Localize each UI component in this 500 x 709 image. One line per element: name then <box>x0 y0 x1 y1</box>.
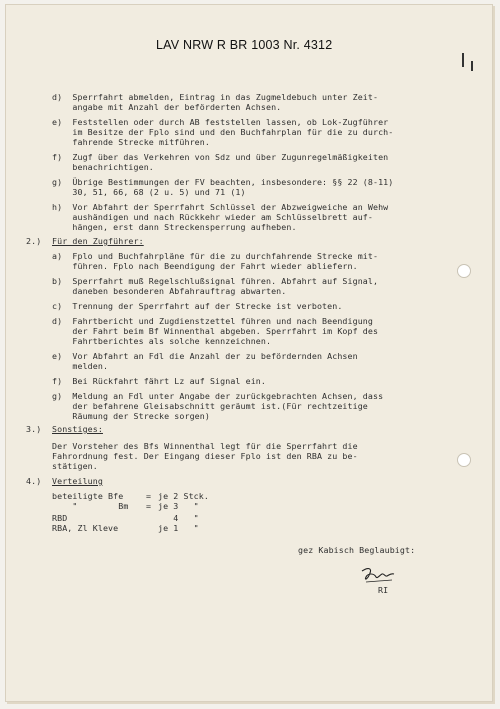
item-h-line-2: aushändigen und nach Rückkehr wieder am Schlüsselbrett auf- <box>52 212 373 222</box>
item-d-line-2: angabe mit Anzahl der beförderten Achsen. <box>52 102 282 112</box>
item-g-line-1: g) Übrige Bestimmungen der FV beachten, insbesondere: §§ 22 (8-11) <box>52 177 394 187</box>
distribution-value: je 3 " <box>158 501 199 511</box>
handwritten-signature <box>358 565 398 585</box>
item-f-line-2: benachrichtigen. <box>52 162 154 172</box>
distribution-label: RBA, Zl Kleve <box>52 523 119 533</box>
item-h-line-1: h) Vor Abfahrt der Sperrfahrt Schlüssel der Abzweigweiche an Wehw <box>52 202 389 212</box>
s2-item-d-line-2: der Fahrt beim Bf Winnenthal abgeben. Sperrfahrt im Kopf des <box>52 326 379 336</box>
punch-hole-top <box>457 264 471 278</box>
distribution-equals: = <box>146 501 152 511</box>
s2-item-f-line-1: f) Bei Rückfahrt fährt Lz auf Signal ein. <box>52 376 266 386</box>
section-4-title: Verteilung <box>52 476 103 486</box>
signature-initials: RI <box>378 585 389 595</box>
margin-mark <box>471 61 473 71</box>
s2-item-g-line-2: der befahrene Gleisabschnitt geräumt ist.(Für rechtzeitige <box>52 401 368 411</box>
distribution-label: beteiligte Bfe <box>52 491 124 501</box>
item-e-line-3: fahrende Strecke mitführen. <box>52 137 210 147</box>
item-e-line-2: im Besitze der Fplo sind und den Buchfahrplan für die zu durch- <box>52 127 394 137</box>
item-e-line-1: e) Feststellen oder durch AB feststellen lassen, ob Lok-Zugführer <box>52 117 389 127</box>
section-2-title: Für den Zugführer: <box>52 236 144 246</box>
s2-item-a-line-1: a) Fplo und Buchfahrpläne für die zu durchfahrende Strecke mit- <box>52 251 379 261</box>
archive-stamp: LAV NRW R BR 1003 Nr. 4312 <box>156 38 333 52</box>
section-3-line-3: stätigen. <box>52 461 98 471</box>
distribution-label: RBD <box>52 513 68 523</box>
s2-item-d-line-3: Fahrtberichtes als solche kennzeichnen. <box>52 336 272 346</box>
distribution-value: je 1 " <box>158 523 199 533</box>
section-2-number: 2.) <box>26 236 42 246</box>
s2-item-c-line-1: c) Trennung der Sperrfahrt auf der Strecke ist verboten. <box>52 301 343 311</box>
section-3-line-2: Fahrordnung fest. Der Eingang dieser Fplo ist den RBA zu be- <box>52 451 358 461</box>
s2-item-g-line-1: g) Meldung an Fdl unter Angabe der zurückgebrachten Achsen, dass <box>52 391 384 401</box>
item-f-line-1: f) Zugf über das Verkehren von Sdz und über Zugunregelmäßigkeiten <box>52 152 389 162</box>
document-page <box>5 4 493 702</box>
distribution-label: " Bm <box>52 501 129 511</box>
item-d-line-1: d) Sperrfahrt abmelden, Eintrag in das Zugmeldebuch unter Zeit- <box>52 92 379 102</box>
distribution-equals: = <box>146 491 152 501</box>
s2-item-b-line-1: b) Sperrfahrt muß Regelschlußsignal führen. Abfahrt auf Signal, <box>52 276 379 286</box>
section-3-title: Sonstiges: <box>52 424 103 434</box>
section-3-number: 3.) <box>26 424 42 434</box>
s2-item-e-line-2: melden. <box>52 361 109 371</box>
signature-line: gez Kabisch Beglaubigt: <box>298 545 416 555</box>
punch-hole-bottom <box>457 453 471 467</box>
item-g-line-2: 30, 51, 66, 68 (2 u. 5) und 71 (1) <box>52 187 246 197</box>
s2-item-e-line-1: e) Vor Abfahrt an Fdl die Anzahl der zu befördernden Achsen <box>52 351 358 361</box>
s2-item-a-line-2: führen. Fplo nach Beendigung der Fahrt wieder abliefern. <box>52 261 358 271</box>
margin-mark <box>462 53 464 67</box>
section-3-line-1: Der Vorsteher des Bfs Winnenthal legt für die Sperrfahrt die <box>52 441 358 451</box>
distribution-value: 4 " <box>158 513 199 523</box>
s2-item-g-line-3: Räumung der Strecke sorgen) <box>52 411 210 421</box>
section-4-number: 4.) <box>26 476 42 486</box>
s2-item-b-line-2: daneben besonderen Abfahrauftrag abwarten. <box>52 286 287 296</box>
s2-item-d-line-1: d) Fahrtbericht und Zugdienstzettel führen und nach Beendigung <box>52 316 373 326</box>
item-h-line-3: hängen, erst dann Streckensperrung aufheben. <box>52 222 297 232</box>
distribution-value: je 2 Stck. <box>158 491 209 501</box>
